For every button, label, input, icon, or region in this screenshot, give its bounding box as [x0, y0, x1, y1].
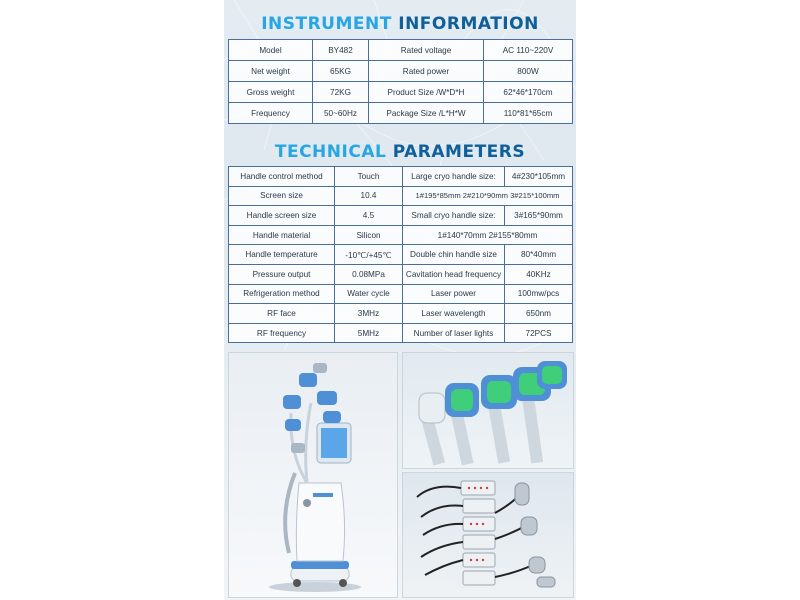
title-part-1: TECHNICAL [274, 142, 387, 162]
instrument-information-title [224, 14, 576, 34]
table-cell: 650nm [505, 304, 573, 324]
table-row [229, 82, 573, 103]
table-cell: Silicon [335, 225, 403, 245]
table-cell: 4#230*105mm [505, 167, 573, 187]
table-cell: Pressure output [229, 264, 335, 284]
table-cell: 800W [484, 61, 573, 82]
table-cell: Cavitation head frequency [403, 264, 505, 284]
machine-illustration [229, 353, 397, 597]
table-cell: Double chin handle size [403, 245, 505, 265]
cryo-handles-photo [402, 352, 574, 469]
table-cell: 3#165*90mm [505, 206, 573, 226]
table-cell: 80*40mm [505, 245, 573, 265]
table-row [229, 304, 573, 324]
table-cell: 50~60Hz [313, 103, 369, 124]
table-row [229, 103, 573, 124]
table-row [229, 186, 573, 206]
table-cell: RF frequency [229, 323, 335, 343]
table-row [229, 264, 573, 284]
table-cell: Handle screen size [229, 206, 335, 226]
table-cell: Handle material [229, 225, 335, 245]
table-cell: 100mw/pcs [505, 284, 573, 304]
product-sheet [224, 0, 576, 600]
cryo-handles-illustration [403, 353, 573, 468]
table-cell: BY482 [313, 40, 369, 61]
table-cell: Large cryo handle size: [403, 167, 505, 187]
table-cell: Product Size /W*D*H [369, 82, 484, 103]
table-cell: Screen size [229, 186, 335, 206]
table-cell: Small cryo handle size: [403, 206, 505, 226]
table-cell: Number of laser lights [403, 323, 505, 343]
instrument-information-table [228, 39, 573, 124]
table-cell: Laser wavelength [403, 304, 505, 324]
table-row [229, 206, 573, 226]
table-row [229, 61, 573, 82]
title-part-1: INSTRUMENT [261, 14, 392, 34]
table-cell: Handle control method [229, 167, 335, 187]
table-cell: Refrigeration method [229, 284, 335, 304]
table-cell: 5MHz [335, 323, 403, 343]
table-cell: AC 110~220V [484, 40, 573, 61]
table-cell: Gross weight [229, 82, 313, 103]
table-row [229, 167, 573, 187]
table-cell: -10℃/+45℃ [335, 245, 403, 265]
table-cell: 62*46*170cm [484, 82, 573, 103]
table-row [229, 323, 573, 343]
table-cell: 1#140*70mm 2#155*80mm [403, 225, 573, 245]
machine-photo [228, 352, 398, 598]
title-part-2: INFORMATION [398, 14, 539, 34]
accessories-illustration [403, 473, 573, 597]
table-cell: Rated power [369, 61, 484, 82]
table-row [229, 40, 573, 61]
table-cell: 3MHz [335, 304, 403, 324]
table-cell: Package Size /L*H*W [369, 103, 484, 124]
table-cell: RF face [229, 304, 335, 324]
table-cell: Rated voltage [369, 40, 484, 61]
table-cell: 40KHz [505, 264, 573, 284]
table-cell: 4.5 [335, 206, 403, 226]
table-cell: Net weight [229, 61, 313, 82]
table-row [229, 284, 573, 304]
table-cell: 72PCS [505, 323, 573, 343]
accessories-photo [402, 472, 574, 598]
table-cell: Frequency [229, 103, 313, 124]
table-cell: Water cycle [335, 284, 403, 304]
table-row [229, 245, 573, 265]
table-cell: 0.08MPa [335, 264, 403, 284]
table-cell: Touch [335, 167, 403, 187]
technical-parameters-title [224, 142, 576, 162]
table-row [229, 225, 573, 245]
table-cell: Laser power [403, 284, 505, 304]
table-cell: Model [229, 40, 313, 61]
table-cell: Handle temperature [229, 245, 335, 265]
title-part-2: PARAMETERS [392, 142, 526, 162]
table-cell: 1#195*85mm 2#210*90mm 3#215*100mm [403, 186, 573, 206]
technical-parameters-table [228, 166, 573, 343]
table-cell: 65KG [313, 61, 369, 82]
table-cell: 72KG [313, 82, 369, 103]
table-cell: 110*81*65cm [484, 103, 573, 124]
table-cell: 10.4 [335, 186, 403, 206]
